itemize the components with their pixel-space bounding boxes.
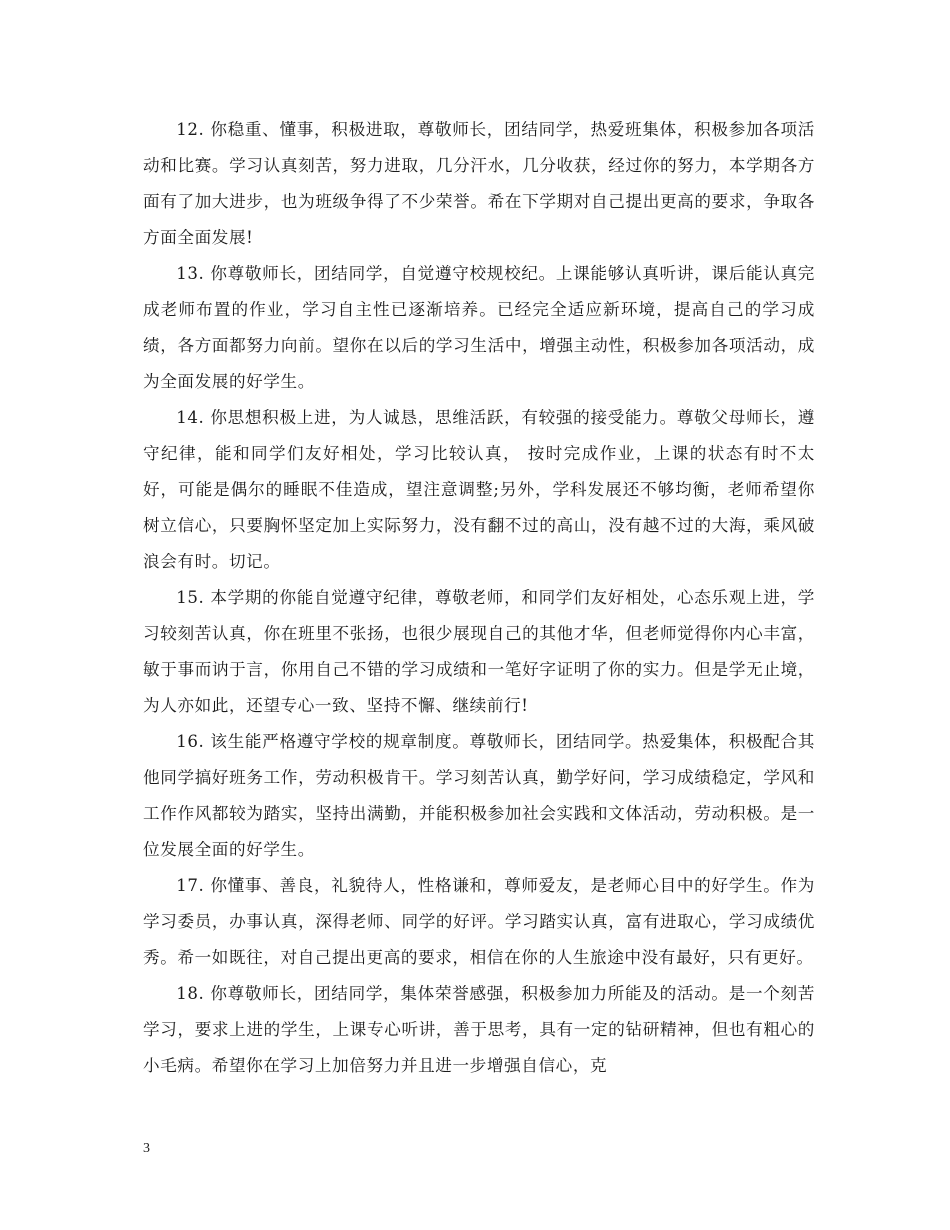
comment-paragraph-17: 17. 你懂事、善良，礼貌待人，性格谦和，尊师爱友，是老师心目中的好学生。作为学习委员，办事认真，深得老师、同学的好评。学习踏实认真，富有进取心，学习成绩优秀。希一如既往，对自己提出更高的要求，相信在你的人生旅途中没有最好，只有更好。 — [143, 876, 815, 967]
comment-paragraph-15: 15. 本学期的你能自觉遵守纪律，尊敬老师，和同学们友好相处，心态乐观上进，学习较刻苦认真，你在班里不张扬，也很少展现自己的其他才华，但老师觉得你内心丰富，敏于事而讷于言，你用自己不错的学习成绩和一笔好字证明了你的实力。但是学无止境，为人亦如此，还望专心一致、坚持不懈、继续前行! — [143, 588, 815, 715]
comment-paragraph-16: 16. 该生能严格遵守学校的规章制度。尊敬师长，团结同学。热爱集体，积极配合其他同学搞好班务工作，劳动积极肯干。学习刻苦认真，勤学好问，学习成绩稳定，学风和工作作风都较为踏实，坚持出满勤，并能积极参加社会实践和文体活动，劳动积极。是一位发展全面的好学生。 — [143, 732, 815, 859]
page-number: 3 — [143, 1141, 150, 1156]
comment-paragraph-18: 18. 你尊敬师长，团结同学，集体荣誉感强，积极参加力所能及的活动。是一个刻苦学习，要求上进的学生，上课专心听讲，善于思考，具有一定的钻研精神，但也有粗心的小毛病。希望你在学习上加倍努力并且进一步增强自信心，克 — [143, 984, 815, 1075]
document-body — [143, 112, 815, 1084]
comment-paragraph-14: 14. 你思想积极上进，为人诚恳，思维活跃，有较强的接受能力。尊敬父母师长，遵守纪律，能和同学们友好相处，学习比较认真， 按时完成作业，上课的状态有时不太好，可能是偶尔的睡眠不佳造成，望注意调整;另外，学科发展还不够均衡，老师希望你树立信心，只要胸怀坚定加上实际努力，没有翻不过的高山，没有越不过的大海，乘风破浪会有时。切记。 — [143, 408, 815, 571]
comment-paragraph-12: 12. 你稳重、懂事，积极进取，尊敬师长，团结同学，热爱班集体，积极参加各项活动和比赛。学习认真刻苦，努力进取，几分汗水，几分收获，经过你的努力，本学期各方面有了加大进步，也为班级争得了不少荣誉。希在下学期对自己提出更高的要求，争取各方面全面发展! — [143, 120, 815, 247]
comment-paragraph-13: 13. 你尊敬师长，团结同学，自觉遵守校规校纪。上课能够认真听讲，课后能认真完成老师布置的作业，学习自主性已逐渐培养。已经完全适应新环境，提高自己的学习成绩，各方面都努力向前。望你在以后的学习生活中，增强主动性，积极参加各项活动，成为全面发展的好学生。 — [143, 264, 815, 391]
